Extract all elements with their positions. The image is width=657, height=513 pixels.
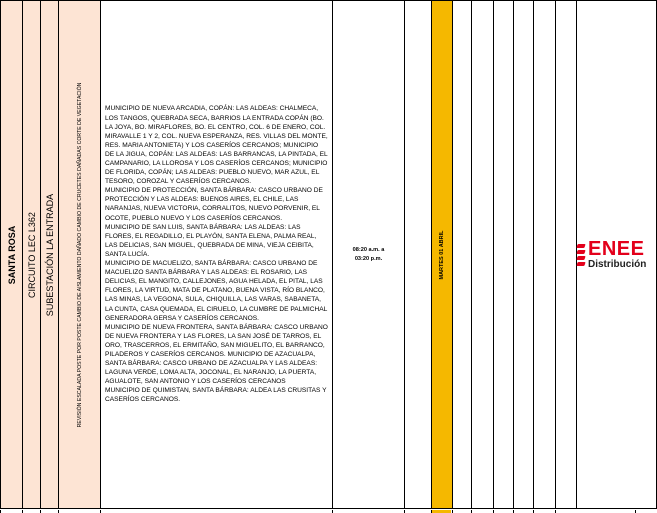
time-cell	[333, 1, 405, 509]
work-description-cell	[59, 1, 101, 509]
day-label: MARTES 01 ABRIL	[439, 230, 445, 279]
logo-cell	[577, 1, 657, 509]
work-description: REVISIÓN ESCALADA POSTE POR POSTE CAMBIO DE AISLAMIENTO DAÑADO CAMBIO DE CRUCETES DAÑADAS CORTE DE VEGETACIÓN	[76, 82, 83, 427]
sector-name: SANTA ROSA	[6, 225, 17, 284]
empty-cell	[494, 1, 514, 509]
affected-area-item: MUNICIPIO DE SAN LUIS, SANTA BÁRBARA: LAS ALDEAS: LAS FLORES, EL REGADILLO, EL PLAYÓN, SANTA ELENA, PALMA REAL, LAS DELICIAS, SAN MIGUEL, QUEBRADA DE MINA, VIEJA CEIBITA, SANTA LUCÍA.	[105, 223, 317, 258]
affected-area-item: MUNICIPIO DE PROTECCIÓN, SANTA BÁRBARA: CASCO URBANO DE PROTECCIÓN Y LAS ALDEAS: BUENOS AIRES, EL CHILE, LAS NARANJAS, NUEVA VICTORIA, CORRALITOS, NUEVO PORVENIR, EL OCOTE, PUEBLO NUEVO Y LOS CASERÍOS CERCANOS.	[105, 187, 323, 222]
substation-name: SUBESTACIÓN LA ENTRADA	[44, 193, 55, 316]
time-range	[333, 246, 404, 262]
affected-area-item: MUNICIPIO DE NUEVA FRONTERA, SANTA BÁRBARA: CASCO URBANO DE NUEVA FRONTERA Y LAS FLORES, LA SAN JOSÉ DE TARROS, EL ORO, TRASCERROS, EL ERMITAÑO, SAN MIGUELITO, EL BARRANCO, PILADEROS Y CASERÍOS CERCANOS. MUNICIPIO DE AZACUALPA, SANTA BÁRBARA: CASCO URBANO DE AZACUALPA Y LAS ALDEAS: LAGUNA VERDE, LOMA ALTA, JOCONAL, EL NARANJO, LA PUERTA, AGUALOTE, SAN ANTONIO Y LOS CASERÍOS CERCANOS	[105, 323, 328, 386]
affected-area-item: MUNICIPIO DE NUEVA ARCADIA, COPÁN: LAS ALDEAS: CHALMECA, LOS TANGOS, QUEBRADA SECA, BARRIOS LA ENTRADA COPÁN (BO. LA JOYA, BO. MIRAFLORES, BO. EL CENTRO, COL. 6 DE ENERO, COL. MIRAVALLE 1 Y 2, COL. NUEVA ESPERANZA, RES. VILLAS DEL MONTE, RES. MARIA ANTONIETA) Y LOS CASERÍOS CERCANOS; MUNICIPIO DE LA JIGUA, COPÁN: LAS ALDEAS: LAS BARRANCAS, LA PINTADA, EL CAMPANARIO, LA LLOROSA Y LOS CASERÍOS CERCANOS; MUNICIPIO DE FLORIDA, COPÁN; LAS ALDEAS: PUEBLO NUEVO, MAR AZUL, EL TESORO, COROZAL Y CASERÍOS CERCANOS.	[105, 105, 328, 186]
empty-cell	[472, 1, 494, 509]
empty-cell	[405, 1, 432, 509]
affected-areas-cell	[101, 1, 333, 509]
time-start: 08:20 a.m. a	[352, 247, 385, 254]
affected-areas-list	[101, 104, 332, 404]
table-row	[1, 1, 657, 509]
enee-logo-icon	[577, 244, 586, 266]
empty-cell	[514, 1, 534, 509]
affected-area-item: MUNICIPIO DE QUIMISTAN, SANTA BÁRBARA: ALDEA LAS CRUSITAS Y CASERÍOS CERCANOS.	[105, 387, 327, 404]
circuit-cell	[23, 1, 41, 509]
logo-word: ENEE	[588, 237, 645, 260]
substation-cell	[41, 1, 59, 509]
empty-cell	[534, 1, 556, 509]
empty-cell	[556, 1, 577, 509]
empty-cell	[453, 1, 472, 509]
day-cell	[432, 1, 453, 509]
enee-logo	[577, 1, 656, 508]
circuit-name: CIRCUITO LEC L362	[26, 211, 37, 298]
sector-cell	[1, 1, 23, 509]
logo-subtitle: Distribución	[588, 258, 647, 270]
time-end: 03:20 p.m.	[354, 255, 383, 262]
affected-area-item: MUNICIPIO DE MACUELIZO, SANTA BÁRBARA: CASCO URBANO DE MACUELIZO SANTA BÁRBARA Y LAS ALDEAS: EL ROSARIO, LAS DELICIAS, EL MANGITO, CALLEJONES, AGUA HELADA, EL PITAL, LAS FLORES, LA VIRTUD, MATA DE PLATANO, BUENA VISTA, RÍO BLANCO, LAS MINAS, LA VEGONA, SULA, CHIQUILLA, LAS VARAS, SABANETA, LA CUNTA, CASA QUEMADA, EL CIRUELO, LA CUMBRE DE PALMICHAL GENERADORA GERSA Y CASERÍOS CERCANOS.	[105, 260, 328, 322]
